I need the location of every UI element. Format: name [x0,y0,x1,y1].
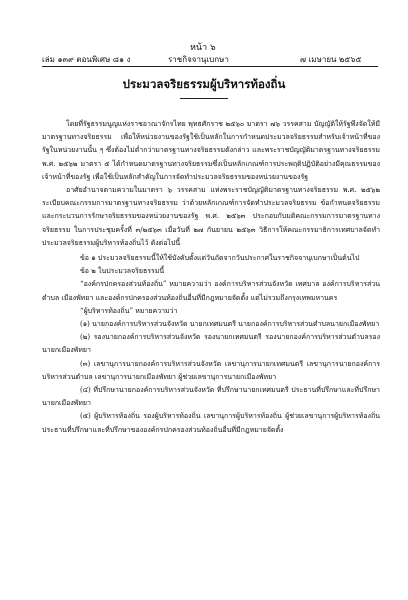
document-body [42,118,380,437]
gazette-name: ราชกิจจานุเบกษา [168,55,229,64]
definition-item-5: (๕) ผู้บริหารท้องถิ่น รองผู้บริหารท้องถิ่น เลขานุการผู้บริหารท้องถิ่น ผู้ช่วยเลขานุการผู้บริหารท้องถิ่น ประธานที่ปรึกษาและที่ปรึกษาขององค์กรปกครองส่วนท้องถิ่นอื่นที่มีกฎหมายจัดตั้ง [42,412,380,434]
header-divider [42,66,378,67]
document-title: ประมวลจริยธรรมผู้บริหารท้องถิ่น [122,77,286,91]
definition-item-2: (๒) รองนายกองค์การบริหารส่วนจังหวัด รองนายกเทศมนตรี รองนายกองค์การบริหารส่วนตำบลรองนายกเมืองพัทยา [42,333,380,355]
clause-1: ข้อ ๑ ประมวลจริยธรรมนี้ให้ใช้บังคับตั้งแต่วันถัดจากวันประกาศในราชกิจจานุเบกษาเป็นต้นไป [80,254,360,263]
title-underline [180,98,228,99]
publication-date: ๗ เมษายน ๒๕๖๕ [300,55,362,64]
preamble-paragraph-1: โดยที่รัฐธรรมนูญแห่งราชอาณาจักรไทย พุทธศักราช ๒๕๖๐ มาตรา ๗๖ วรรคสาม บัญญัติให้รัฐพึงจัดให้มีมาตรฐานทางจริยธรรม เพื่อให้หน่วยงานของรัฐใช้เป็นหลักในการกำหนดประมวลจริยธรรมสำหรับเจ้าหน้าที่ของรัฐในหน่วยงานนั้น ๆ ซึ่งต้องไม่ต่ำกว่ามาตรฐานทางจริยธรรมดังกล่าว และพระราชบัญญัติมาตรฐานทางจริยธรรม พ.ศ. ๒๕๖๒ มาตรา ๕ ได้กำหนดมาตรฐานทางจริยธรรมซึ่งเป็นหลักเกณฑ์การประพฤติปฏิบัติอย่างมีคุณธรรมของเจ้าหน้าที่ของรัฐ เพื่อใช้เป็นหลักสำคัญในการจัดทำประมวลจริยธรรมของหน่วยงานของรัฐ [42,120,380,181]
definition-item-4: (๔) ที่ปรึกษานายกองค์การบริหารส่วนจังหวัด ที่ปรึกษานายกเทศมนตรี ประธานที่ปรึกษาและที่ปรึกษานายกเมืองพัทยา [42,386,380,408]
definition-item-3: (๓) เลขานุการนายกองค์การบริหารส่วนจังหวัด เลขานุการนายกเทศมนตรี เลขานุการนายกองค์การบริหารส่วนตำบล เลขานุการนายกเมืองพัทยา ผู้ช่วยเลขานุการนายกเมืองพัทยา [42,359,380,381]
definition-local-government: “องค์กรปกครองส่วนท้องถิ่น” หมายความว่า องค์การบริหารส่วนจังหวัด เทศบาล องค์การบริหารส่วนตำบล เมืองพัทยา และองค์กรปกครองส่วนท้องถิ่นอื่นที่มีกฎหมายจัดตั้ง แต่ไม่รวมถึงกรุงเทพมหานคร [42,280,380,302]
volume-info: เล่ม ๑๓๙ ตอนพิเศษ ๘๑ ง [42,55,131,64]
definition-item-1: (๑) นายกองค์การบริหารส่วนจังหวัด นายกเทศมนตรี นายกองค์การบริหารส่วนตำบลนายกเมืองพัทยา [80,320,380,329]
definition-local-executive: “ผู้บริหารท้องถิ่น” หมายความว่า [80,306,178,315]
page-number: หน้า ๖ [190,43,216,53]
clause-2: ข้อ ๒ ในประมวลจริยธรรมนี้ [80,267,165,276]
preamble-paragraph-2: อาศัยอำนาจตามความในมาตรา ๖ วรรคสาม แห่งพระราชบัญญัติมาตรฐานทางจริยธรรม พ.ศ. ๒๕๖๒ ระเบียบคณะกรรมการมาตรฐานทางจริยธรรม ว่าด้วยหลักเกณฑ์การจัดทำประมวลจริยธรรม ข้อกำหนดจริยธรรม และกระบวนการรักษาจริยธรรมของหน่วยงานของรัฐ พ.ศ. ๒๕๖๓ ประกอบกับมติคณะกรรมการมาตรฐานทางจริยธรรม ในการประชุมครั้งที่ ๓/๒๕๖๓ เมื่อวันที่ ๒๗ กันยายน ๒๕๖๓ วิธีการให้คณะกรรมาธิการเทศบาลจัดทำประมวลจริยธรรมผู้บริหารท้องถิ่นไว้ ดังต่อไปนี้ [42,186,380,247]
